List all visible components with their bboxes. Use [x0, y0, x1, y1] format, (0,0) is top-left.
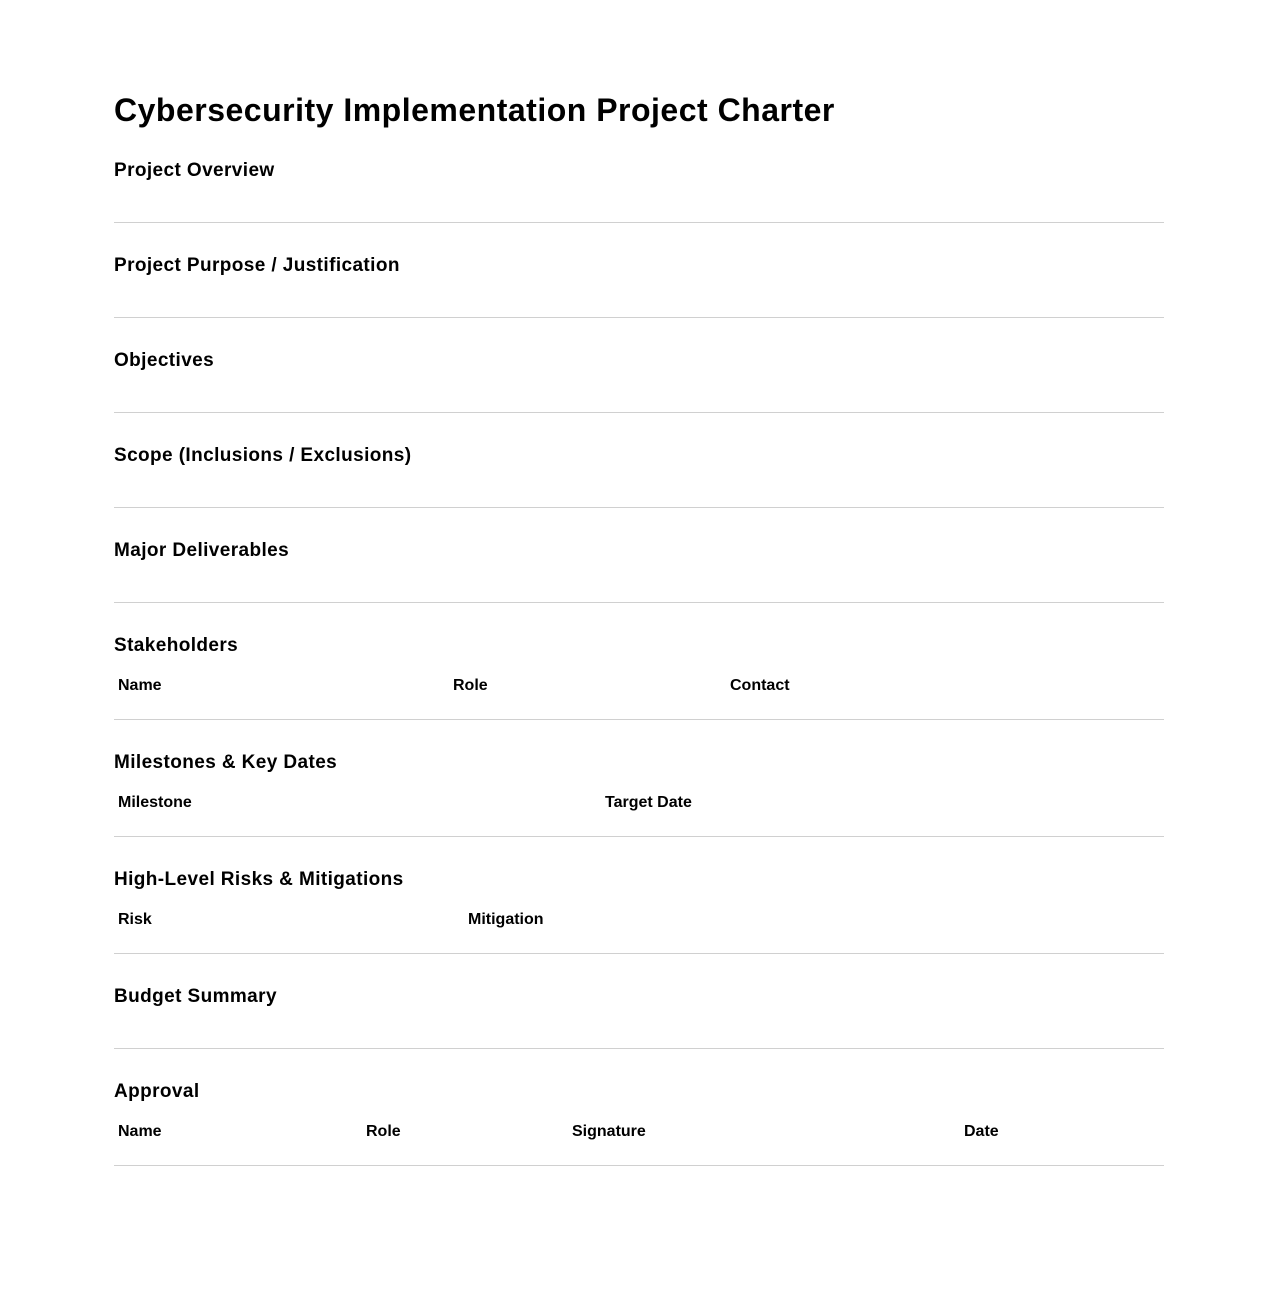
- section-objectives: [114, 318, 1164, 413]
- section-heading: Approval: [114, 1081, 200, 1102]
- section-project-purpose: [114, 223, 1164, 318]
- risks-table-header: [114, 910, 1164, 930]
- column-header-mitigation: Mitigation: [468, 911, 544, 928]
- section-stakeholders: [114, 603, 1164, 720]
- column-header-contact: Contact: [730, 677, 790, 694]
- sections: [114, 128, 1164, 1166]
- section-scope: [114, 413, 1164, 508]
- stakeholders-table-header: [114, 676, 1164, 696]
- column-header-name: Name: [118, 1123, 162, 1140]
- column-header-risk: Risk: [118, 911, 152, 928]
- section-heading: High-Level Risks & Mitigations: [114, 869, 404, 890]
- approval-table-header: [114, 1122, 1164, 1142]
- section-project-overview: [114, 128, 1164, 223]
- section-heading: Major Deliverables: [114, 540, 290, 561]
- column-header-date: Date: [964, 1123, 999, 1140]
- section-heading: Objectives: [114, 350, 215, 371]
- column-header-milestone: Milestone: [118, 794, 192, 811]
- section-heading: Stakeholders: [114, 635, 239, 656]
- section-heading: Budget Summary: [114, 986, 277, 1007]
- column-header-name: Name: [118, 677, 162, 694]
- section-heading: Milestones & Key Dates: [114, 752, 338, 773]
- section-approval: [114, 1049, 1164, 1166]
- section-risks: [114, 837, 1164, 954]
- column-header-target-date: Target Date: [605, 794, 692, 811]
- section-budget-summary: [114, 954, 1164, 1049]
- column-header-role: Role: [453, 677, 488, 694]
- section-heading: Project Overview: [114, 160, 275, 181]
- section-heading: Project Purpose / Justification: [114, 255, 400, 276]
- milestones-table-header: [114, 793, 1164, 813]
- column-header-role: Role: [366, 1123, 401, 1140]
- section-major-deliverables: [114, 508, 1164, 603]
- section-heading: Scope (Inclusions / Exclusions): [114, 445, 412, 466]
- page-title: Cybersecurity Implementation Project Charter: [114, 92, 835, 128]
- section-milestones: [114, 720, 1164, 837]
- column-header-signature: Signature: [572, 1123, 646, 1140]
